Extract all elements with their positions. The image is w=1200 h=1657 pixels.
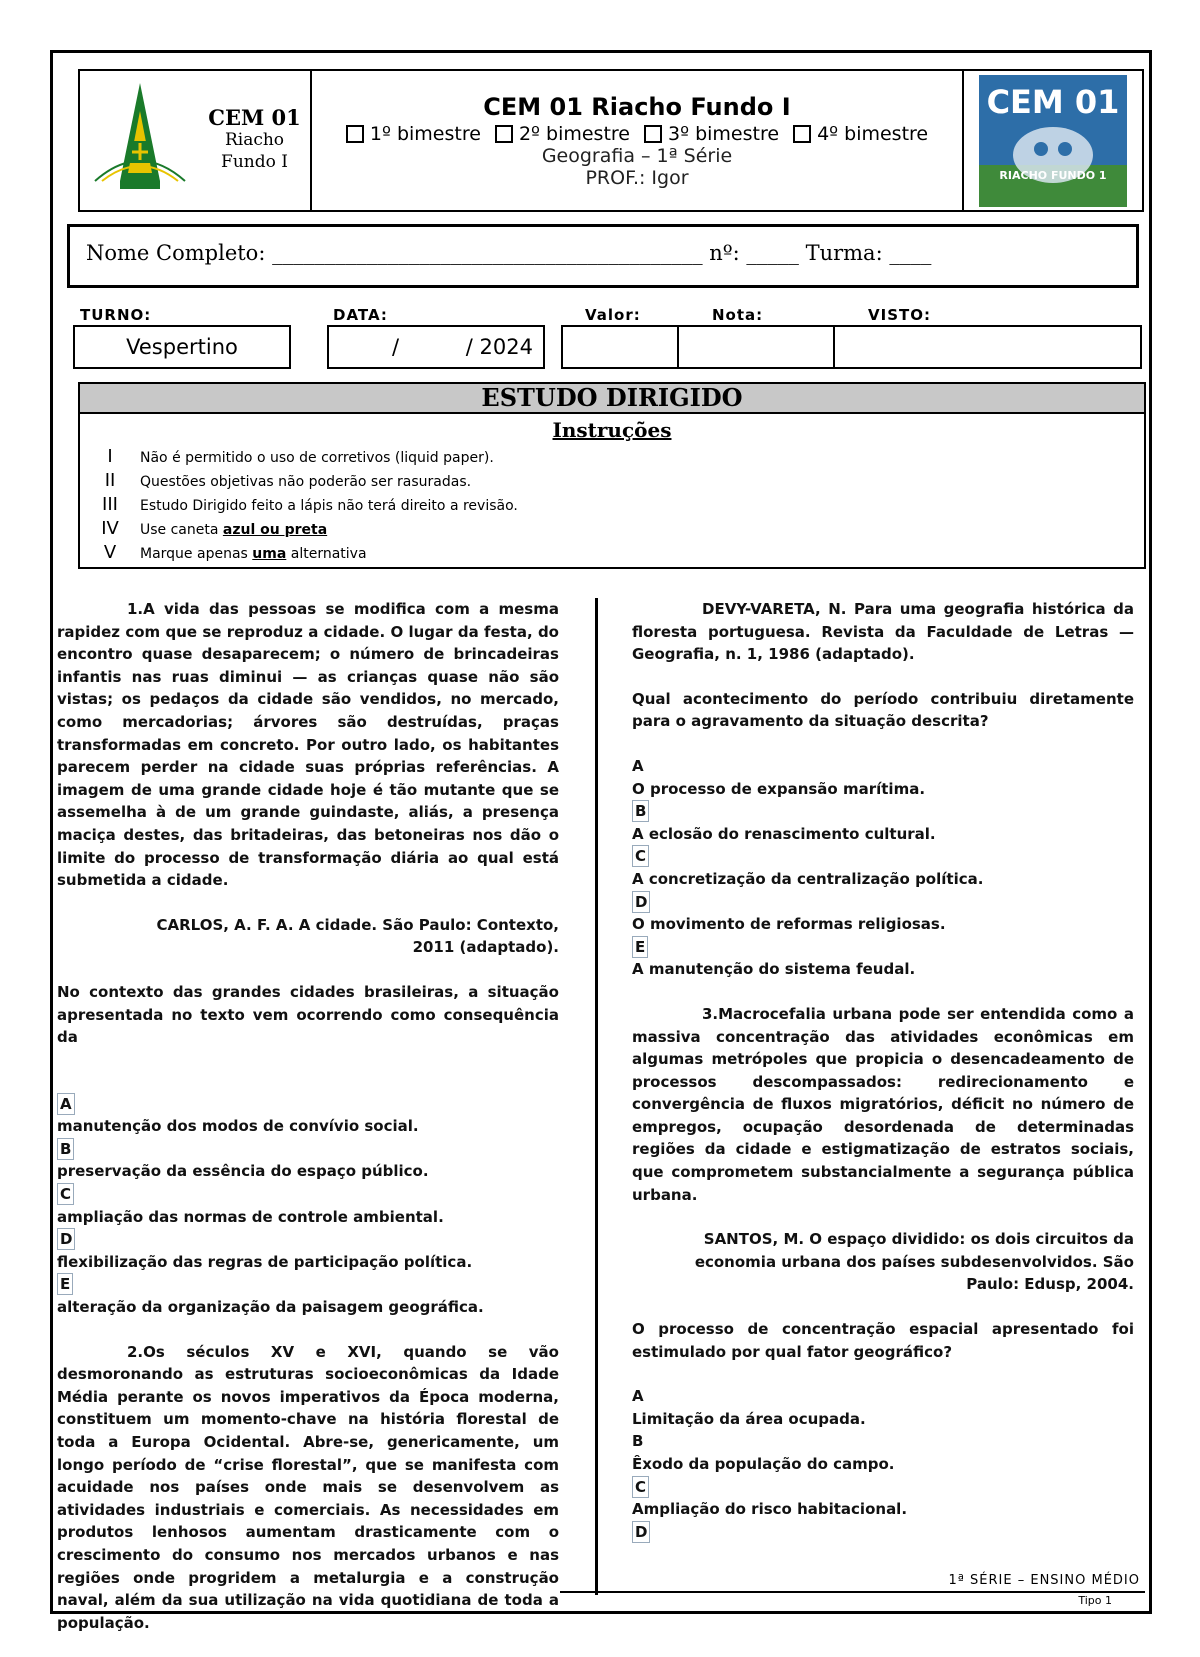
data-label: DATA: (333, 306, 388, 324)
cem01-logo-icon (979, 75, 1127, 207)
question-3-option-b[interactable]: B Êxodo da população do campo. (632, 1432, 895, 1473)
footer-rule (560, 1591, 1145, 1593)
instructions-title: Instruções (552, 418, 672, 442)
question-3-option-a[interactable]: A Limitação da área ocupada. (632, 1387, 866, 1428)
question-2-option-e[interactable]: E A manutenção do sistema feudal. (632, 937, 916, 979)
turno-label: TURNO: (80, 306, 152, 324)
svg-text:RIACHO FUNDO 1: RIACHO FUNDO 1 (999, 168, 1107, 182)
student-name-field[interactable]: Nome Completo: _________________________________________ nº: _____ Turma: ____ (67, 224, 1139, 288)
nota-field[interactable] (677, 325, 835, 369)
question-2-option-d[interactable]: D O movimento de reformas religiosas. (632, 892, 946, 934)
instructions-box (78, 414, 1146, 569)
bimestre-option-2[interactable]: 2º bimestre (495, 123, 630, 145)
school-title: CEM 01 Riacho Fundo I (483, 92, 791, 121)
question-3-prompt: O processo de concentração espacial apresentado foi estimulado por qual fator geográfico? (632, 1320, 1134, 1361)
professor-label: PROF.: Igor (585, 166, 689, 189)
checkbox-icon[interactable] (495, 125, 513, 143)
nota-label: Nota: (712, 306, 764, 324)
instruction-item: IV Use caneta azul ou preta (101, 518, 328, 539)
question-2-prompt: Qual acontecimento do período contribuiu diretamente para o agravamento da situação descrita? (632, 689, 1134, 731)
school-short-line2: Riacho (224, 130, 285, 150)
school-short-line3: Fundo I (221, 152, 288, 172)
subject-label: Geografia – 1ª Série (541, 144, 733, 167)
school-short-line1: CEM 01 (208, 105, 301, 130)
turno-field[interactable]: Vespertino (73, 325, 291, 369)
question-2-option-a[interactable]: A O processo de expansão marítima. (632, 756, 926, 798)
question-1-option-e[interactable]: E alteração da organização da paisagem geográfica. (57, 1275, 484, 1317)
visto-field[interactable] (833, 325, 1142, 369)
header-left-cell (80, 71, 312, 210)
column-divider (595, 598, 598, 1595)
instruction-item: III Estudo Dirigido feito a lápis não terá direito a revisão. (102, 494, 518, 515)
df-flag-logo-icon (90, 81, 190, 201)
question-1-prompt: No contexto das grandes cidades brasileiras, a situação apresentada no texto vem ocorrendo como consequência da (57, 982, 559, 1047)
section-banner: ESTUDO DIRIGIDO (78, 382, 1146, 414)
valor-label: Valor: (585, 306, 641, 324)
school-short-name (202, 107, 307, 173)
header-right-cell (962, 71, 1142, 210)
bimestre-option-3[interactable]: 3º bimestre (644, 123, 779, 145)
footer-series-label: 1ª SÉRIE – ENSINO MÉDIO (948, 1573, 1140, 1588)
question-1-option-b[interactable]: B preservação da essência do espaço público. (57, 1139, 429, 1181)
header-center-cell (312, 71, 962, 210)
checkbox-icon[interactable] (644, 125, 662, 143)
instruction-item: I Não é permitido o uso de corretivos (liquid paper). (107, 446, 494, 467)
right-column (632, 598, 1134, 1543)
question-2-option-b[interactable]: B A eclosão do renascimento cultural. (632, 802, 936, 843)
question-1-source: CARLOS, A. F. A. A cidade. São Paulo: Contexto, 2011 (adaptado). (156, 915, 559, 957)
checkbox-icon[interactable] (793, 125, 811, 143)
question-1-option-d[interactable]: D flexibilização das regras de participação política. (57, 1230, 473, 1271)
bimestre-option-4[interactable]: 4º bimestre (793, 123, 928, 145)
left-column (57, 598, 559, 1634)
bimestre-option-1[interactable]: 1º bimestre (346, 123, 481, 145)
question-3-source: SANTOS, M. O espaço dividido: os dois circuitos da economia urbana dos países subdesenvolvidos. São Paulo: Edusp, 2004. (694, 1230, 1134, 1294)
question-1-text: 1.A vida das pessoas se modifica com a mesma rapidez com que se reproduz a cidade. O lugar da festa, do encontro quase desaparecem; o número de brincadeiras infantis nas ruas diminui — as crianças quase não são vistas; os pedaços da cidade são vendidos, no mercado, como mercadorias; árvores são destruídas, praças transformadas em concreto. Por outro lado, os habitantes parecem perder na cidade suas próprias referências. A imagem de uma grande cidade hoje é tão mutante que se assemelha à de um grande guindaste, aliás, a presença maciça destes, das britadeiras, das betoneiras nos dão o limite do processo de transformação diária ao qual está submetida a cidade. (57, 600, 559, 890)
visto-label: VISTO: (868, 306, 931, 324)
instruction-item: V Marque apenas uma alternativa (103, 542, 367, 563)
bimestre-row (346, 123, 928, 145)
question-3-text: 3.Macrocefalia urbana pode ser entendida como a massiva concentração das atividades econômicas em algumas metrópoles que propicia o desencadeamento de processos descompassados: redirecionamento e convergência de fluxos migratórios, déficit no número de empregos, ocupação desordenada de determinadas regiões da cidade e estigmatização de estratos sociais, que comprometem substancialmente a segurança pública urbana. (632, 1004, 1134, 1204)
question-3-option-c[interactable]: C Ampliação do risco habitacional. (632, 1477, 908, 1519)
checkbox-icon[interactable] (346, 125, 364, 143)
question-1-option-c[interactable]: C ampliação das normas de controle ambiental. (57, 1185, 444, 1226)
question-2-source: DEVY-VARETA, N. Para uma geografia histórica da floresta portuguesa. Revista da Faculdade de Letras — Geografia, n. 1, 1986 (adaptado). (632, 600, 1134, 664)
question-3-option-d[interactable]: D (632, 1521, 1134, 1544)
question-2-text: 2.Os séculos XV e XVI, quando se vão desmoronando as estruturas socioeconômicas da Idade Média perante os novos imperativos da Época moderna, constituem um momento-chave na história florestal de toda a Europa Ocidental. Abre-se, genericamente, um longo período de “crise florestal”, que se manifesta com acuidade nos países onde mais se desenvolvem as atividades industriais e comerciais. As necessidades em produtos lenhosos aumentam drasticamente com o crescimento do consumo nos mercados urbanos e nas regiões onde progridem a metalurgia e a construção naval, além da sua utilização na vida quotidiana de toda a população. (57, 1342, 559, 1632)
question-2-option-c[interactable]: C A concretização da centralização política. (632, 847, 984, 888)
footer-tipo-label: Tipo 1 (1078, 1594, 1112, 1607)
instruction-item: II Questões objetivas não poderão ser rasuradas. (104, 470, 472, 491)
valor-field[interactable] (561, 325, 679, 369)
svg-text:CEM 01: CEM 01 (986, 82, 1120, 121)
question-1-option-a[interactable]: A manutenção dos modos de convívio social. (57, 1094, 419, 1136)
header-table (78, 69, 1144, 212)
date-field[interactable]: / / 2024 (327, 325, 545, 369)
